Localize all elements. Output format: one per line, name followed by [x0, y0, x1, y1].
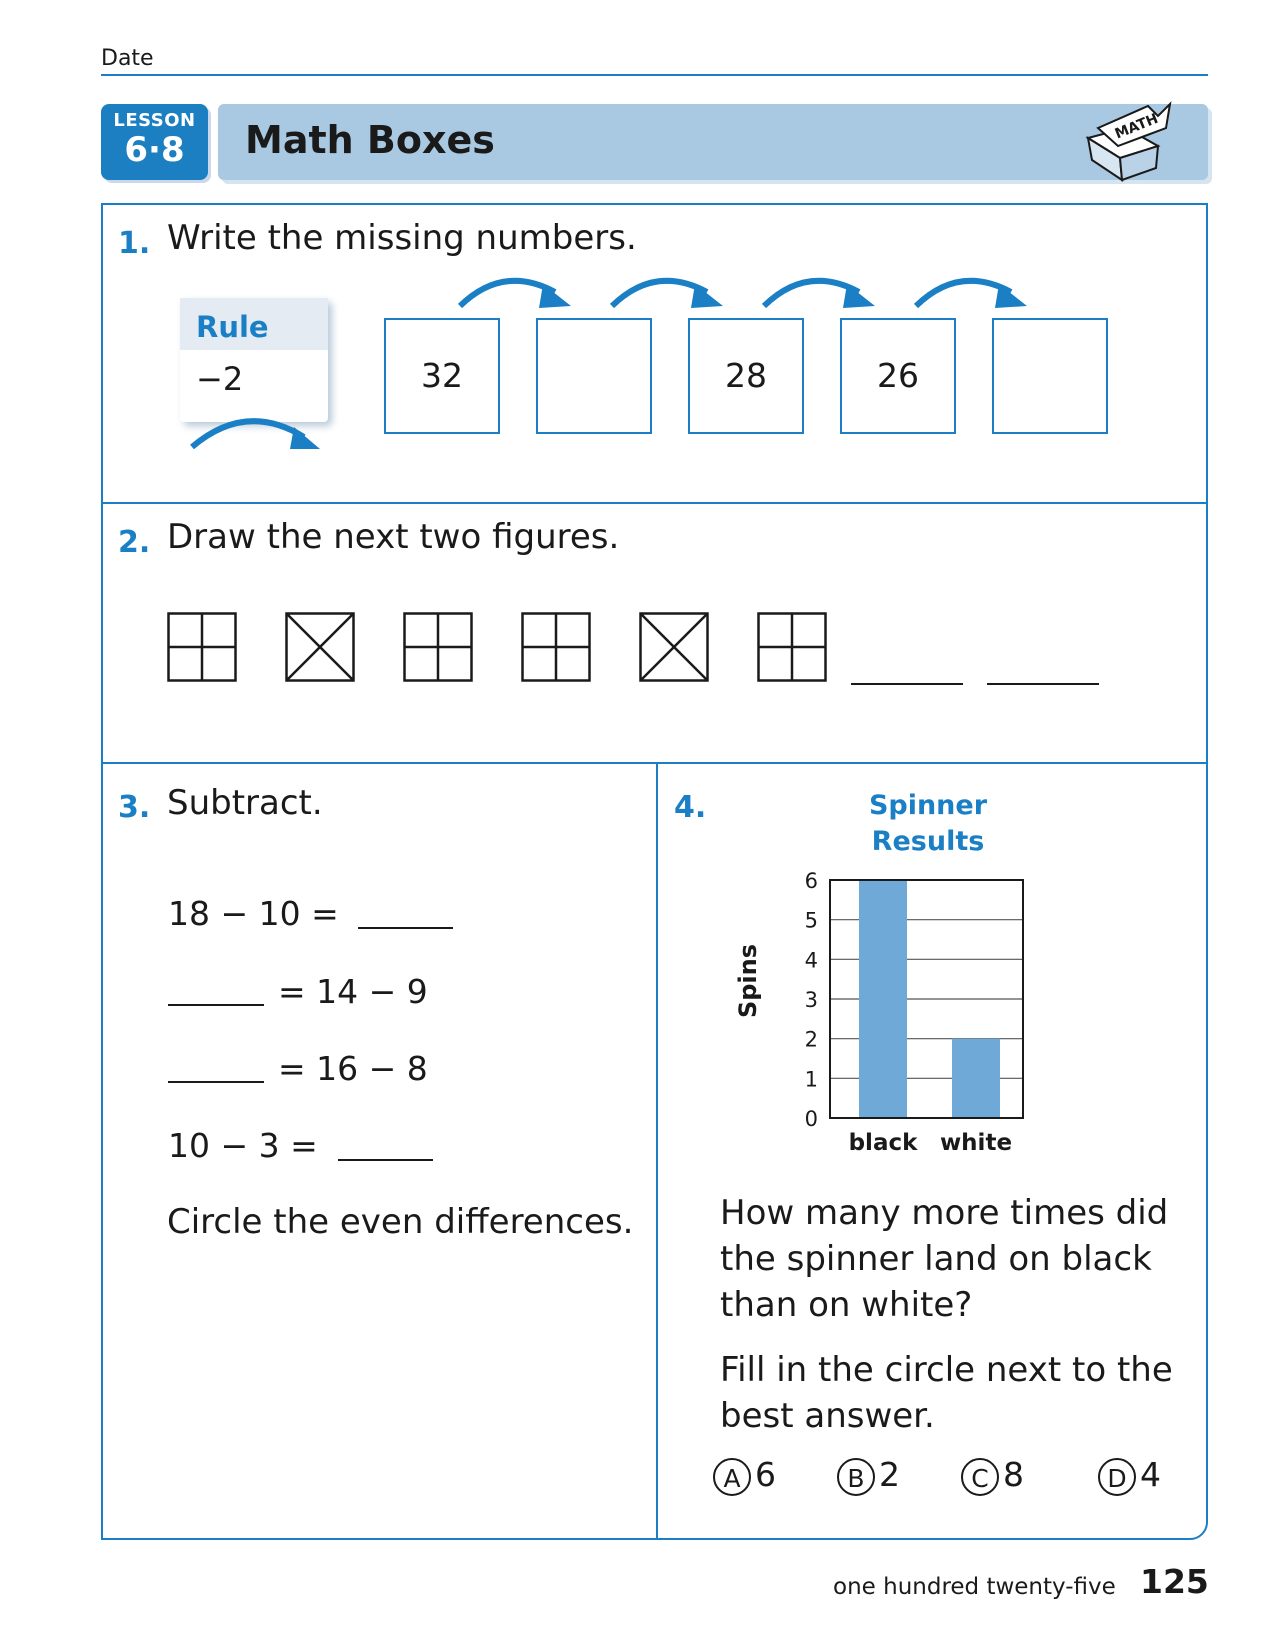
- equation-2: = 14 − 9: [278, 972, 428, 1011]
- q3-prompt: Subtract.: [167, 783, 323, 823]
- q2-number: 2.: [118, 525, 151, 560]
- lesson-number: 6·8: [124, 130, 185, 170]
- chart-y-tick-label: 2: [804, 1027, 818, 1052]
- chart-y-tick-label: 4: [804, 948, 818, 973]
- option-a-circle[interactable]: A: [713, 1458, 751, 1496]
- number-box-1: 32: [384, 318, 500, 434]
- q4-instruction: [720, 1347, 1173, 1439]
- answer-option-b[interactable]: [837, 1455, 900, 1496]
- figure-x-2: [639, 612, 709, 682]
- rule-label: Rule: [196, 310, 269, 344]
- rule-value: −2: [196, 360, 244, 398]
- option-b-circle[interactable]: B: [837, 1458, 875, 1496]
- answer-option-a[interactable]: [713, 1455, 776, 1496]
- equation-2-answer-line[interactable]: [168, 1004, 264, 1006]
- divider-q1-q2: [101, 502, 1208, 504]
- chart-title-line-1: Spinner: [868, 790, 988, 821]
- rule-arrow-icon: [186, 405, 326, 455]
- q1-number: 1.: [118, 226, 151, 261]
- figure-plus-2: [403, 612, 473, 682]
- chart-y-tick-label: 3: [804, 988, 818, 1012]
- chart-title-line-2: Results: [871, 826, 985, 857]
- q1-prompt: Write the missing numbers.: [167, 218, 637, 258]
- answer-option-c[interactable]: [961, 1455, 1024, 1496]
- page-title: Math Boxes: [245, 118, 495, 162]
- divider-q3-q4: [656, 762, 658, 1540]
- q3-number: 3.: [118, 790, 151, 825]
- chart-x-tick-label: white: [939, 1130, 1013, 1156]
- sequence-arrows-icon: [455, 270, 1055, 318]
- number-box-4: 26: [840, 318, 956, 434]
- chart-y-tick-label: 5: [804, 908, 818, 933]
- answer-option-d[interactable]: [1098, 1455, 1161, 1496]
- figure-plus-3: [521, 612, 591, 682]
- divider-q2-q34: [101, 762, 1208, 764]
- figure-answer-line-2[interactable]: [987, 683, 1099, 685]
- option-c-value: 8: [1003, 1455, 1024, 1494]
- q4-question-line-2: the spinner land on black: [720, 1239, 1152, 1279]
- figure-plus-4: [757, 612, 827, 682]
- lesson-badge: [101, 104, 208, 180]
- equation-1: 18 − 10 =: [168, 894, 339, 933]
- q2-prompt: Draw the next two figures.: [167, 517, 620, 557]
- chart-y-axis-label: Spins: [734, 943, 762, 1019]
- chart-y-tick-label: 0: [804, 1107, 818, 1131]
- equation-4-answer-line[interactable]: [338, 1159, 433, 1161]
- chart-bar-white: [952, 1039, 1000, 1118]
- equation-4: 10 − 3 =: [168, 1126, 318, 1165]
- chart-y-tick-label: 6: [804, 869, 818, 893]
- rule-card: [180, 298, 328, 422]
- page-number: 125: [1140, 1562, 1209, 1601]
- number-box-2-blank[interactable]: [536, 318, 652, 434]
- equation-3: = 16 − 8: [278, 1049, 428, 1088]
- chart-bar-black: [859, 880, 907, 1118]
- math-box-logo-icon: [1078, 98, 1188, 188]
- q4-question-line-3: than on white?: [720, 1285, 973, 1325]
- number-box-5-blank[interactable]: [992, 318, 1108, 434]
- chart-title: [848, 788, 1008, 860]
- lesson-word: LESSON: [113, 110, 196, 131]
- equation-1-answer-line[interactable]: [358, 927, 453, 929]
- figure-x-1: [285, 612, 355, 682]
- q4-question: [720, 1190, 1168, 1328]
- q3-instruction: Circle the even differences.: [167, 1202, 634, 1242]
- q4-instruction-line-1: Fill in the circle next to the: [720, 1350, 1173, 1390]
- q4-question-line-1: How many more times did: [720, 1193, 1169, 1233]
- option-c-circle[interactable]: C: [961, 1458, 999, 1496]
- date-rule: [101, 74, 1208, 76]
- q4-instruction-line-2: best answer.: [720, 1396, 935, 1436]
- option-d-circle[interactable]: D: [1098, 1458, 1136, 1496]
- option-d-value: 4: [1140, 1455, 1161, 1494]
- option-b-value: 2: [879, 1455, 900, 1494]
- figure-answer-line-1[interactable]: [851, 683, 963, 685]
- q4-number: 4.: [674, 790, 707, 825]
- option-a-value: 6: [755, 1455, 776, 1494]
- number-box-3: 28: [688, 318, 804, 434]
- chart-x-tick-label: black: [848, 1130, 918, 1156]
- spinner-results-chart: [734, 860, 1040, 1170]
- page-number-words: one hundred twenty-five: [833, 1574, 1116, 1600]
- chart-y-tick-label: 1: [804, 1067, 818, 1092]
- logo-text: MATH: [1112, 110, 1161, 143]
- date-label: Date: [101, 46, 154, 71]
- figure-plus-1: [167, 612, 237, 682]
- equation-3-answer-line[interactable]: [168, 1081, 264, 1083]
